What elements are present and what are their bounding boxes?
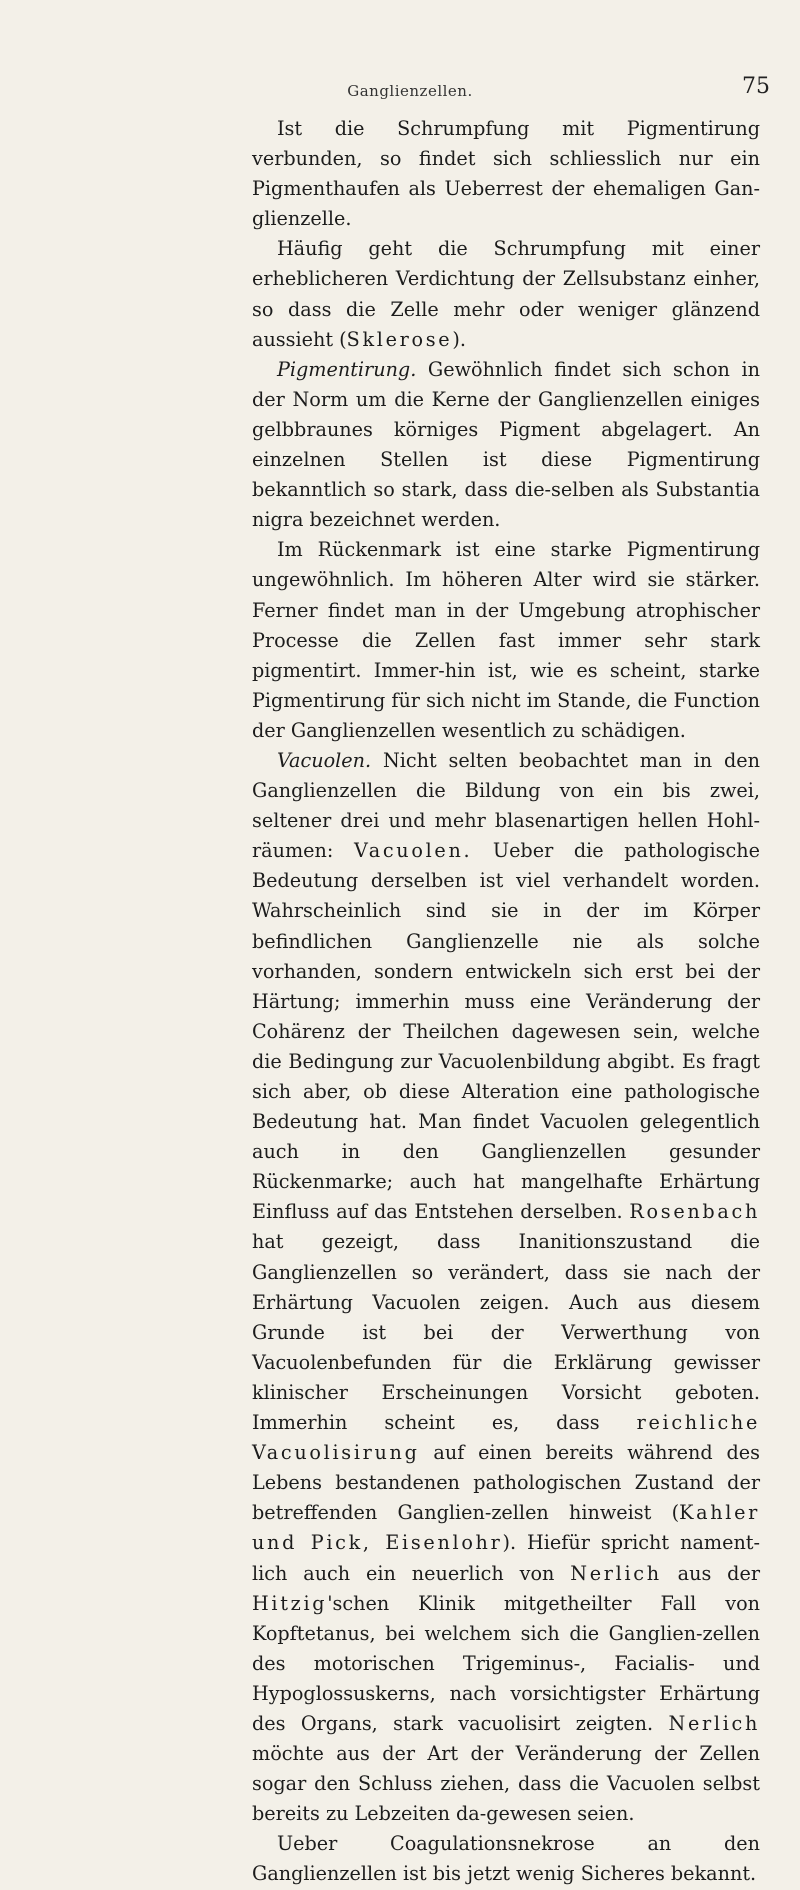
paragraph-verdichtung [252,234,760,354]
paragraph-pigmentirung [252,355,760,536]
paragraph-text: 'schen Klinik mitgetheilter Fall von Kopftetanus, bei welchem sich die Ganglien-zellen des motorischen Trigeminus-, Facialis- und Hypoglossuskerns, nach vorsichtigster Erhärtung des Organs, stark vacuolisirt zeigten. [252,1591,760,1735]
term-reichliche-vacuolisirung: reichliche Vacuolisirung [252,1411,760,1465]
paragraph-text: hat gezeigt, dass Inanitionszustand die Ganglienzellen so verändert, dass sie nach der Erhärtung Vacuolen zeigen. Auch aus diesem Grunde ist bei der Verwerthung von Vacuolenbefunden für die Erklärung gewisser klinischer Erscheinungen Vorsicht geboten. Immerhin scheint es, dass [252,1230,760,1435]
section-heading-vacuolen: Vacuolen. [276,748,372,772]
paragraph-text: Ueber Coagulationsnekrose an den Ganglienzellen ist bis jetzt wenig Sicheres bekannt. [252,1832,760,1886]
paragraph-text: ). [452,327,466,351]
paragraph-text: Gewöhnlich findet sich schon in der Norm um die Kerne der Ganglienzellen einiges gelbbraunes körniges Pigment abgelagert. An einzelnen Stellen ist diese Pigmentirung bekanntlich so stark, dass die-selben als Substantia nigra bezeichnet werden. [252,357,760,532]
paragraph-schrumpfung [252,114,760,234]
paragraph-text: Im Rückenmark ist eine starke Pigmentirung ungewöhnlich. Im höheren Alter wird sie stärker. Ferner findet man in der Umgebung atrophischer Processe die Zellen fast immer sehr stark pigmentirt. Immer-hin ist, wie es scheint, starke Pigmentirung für sich nicht im Stande, die Function der Ganglienzellen wesentlich zu schädigen. [252,538,761,742]
text-body [252,114,760,1890]
paragraph-text: möchte aus der Art der Veränderung der Zellen sogar den Schluss ziehen, dass die Vacuolen selbst bereits zu Lebzeiten da-gewesen seien. [252,1742,760,1826]
paragraph-coagulationsnekrose [252,1829,760,1889]
term-sklerose: Sklerose [346,327,453,351]
paragraph-text: auf einen bereits während des Lebens bestandenen pathologischen Zustand der betreffenden Ganglien-zellen hinweist ( [252,1441,760,1525]
author-rosenbach: Rosenbach [629,1200,760,1224]
paragraph-text: Ueber die pathologische Bedeutung derselben ist viel verhandelt worden. Wahrscheinlich sind sie in der im Körper befindlichen Ganglienzelle nie als solche vorhanden, sondern entwickeln sich erst bei der Härtung; immerhin muss eine Veränderung der Cohärenz der Theilchen dagewesen sein, welche die Bedingung zur Vacuolenbildung abgibt. Es fragt sich aber, ob diese Alteration eine pathologische Bedeutung hat. Man findet Vacuolen gelegentlich auch in den Ganglienzellen gesunder Rückenmarke; auch hat mangelhafte Erhärtung Einfluss auf das Entstehen derselben. [252,839,760,1224]
author-hitzig: Hitzig [252,1591,328,1615]
paragraph-text: ). Hiefür spricht nament-lich auch ein neuerlich von [252,1531,760,1585]
running-head: Ganglienzellen. [347,82,473,100]
page-number: 75 [742,74,770,99]
paragraph-text: Nicht selten beobachtet man in den Ganglienzellen die Bildung von ein bis zwei, seltener drei und mehr blasenartigen hellen Hohl-räumen: [252,748,760,863]
author-nerlich: Nerlich [570,1561,662,1585]
paragraph-text: aus der [661,1561,760,1585]
paragraph-text: Häufig geht die Schrumpfung mit einer erheblicheren Verdichtung der Zellsubstanz einher, so dass die Zelle mehr oder weniger glänzend aussieht ( [252,237,760,351]
paragraph-text: Ist die Schrumpfung mit Pigmentirung verbunden, so findet sich schliesslich nur ein Pigmenthaufen als Ueberrest der ehemaligen Gan-glienzelle. [252,117,760,231]
paragraph-rueckenmark [252,535,760,746]
paragraph-vacuolen [252,746,760,1829]
authors-kahler-pick-eisenlohr: Kahler und Pick, Eisenlohr [252,1501,760,1555]
author-nerlich: Nerlich [668,1711,760,1735]
term-vacuolen: Vacuolen. [353,839,473,863]
section-heading-pigmentirung: Pigmentirung. [276,357,417,381]
